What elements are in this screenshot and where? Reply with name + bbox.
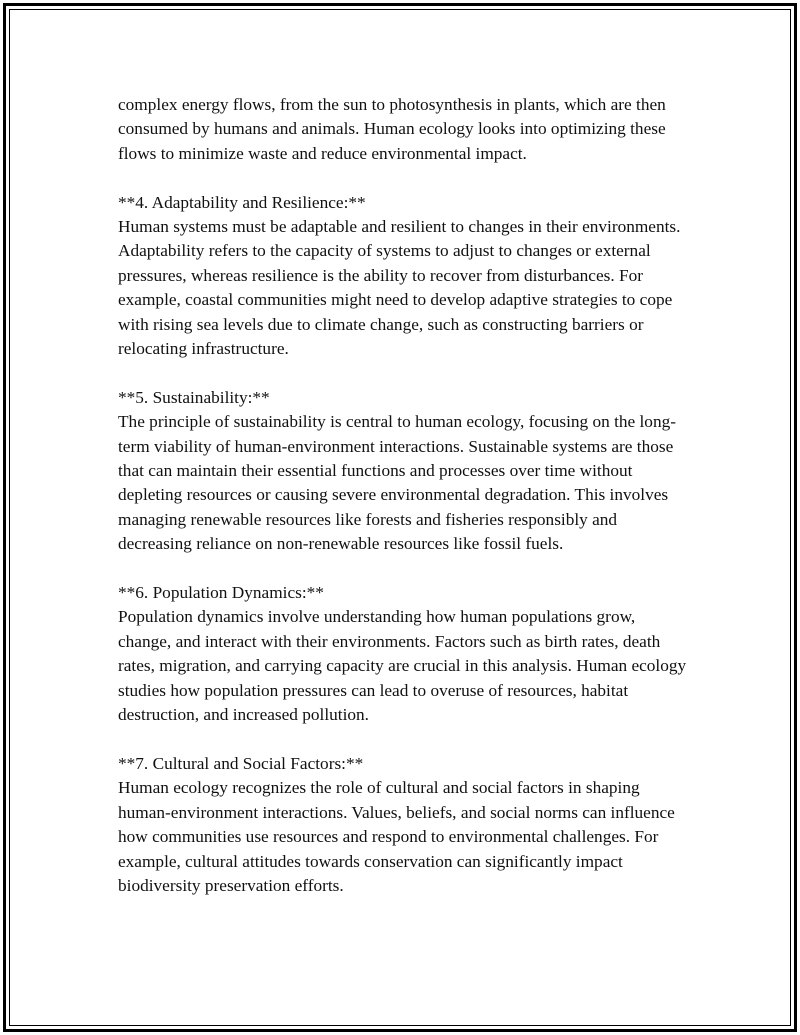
section-cultural-social <box>118 752 688 898</box>
section-body: Human systems must be adaptable and resilient to changes in their environments. Adaptability refers to the capacity of systems to adjust to changes or external pressures, whereas resilience is the ability to recover from disturbances. For example, coastal communities might need to develop adaptive strategies to cope with rising sea levels due to climate change, such as constructing barriers or relocating infrastructure. <box>118 217 681 359</box>
section-body: Human ecology recognizes the role of cultural and social factors in shaping human-environment interactions. Values, beliefs, and social norms can influence how communities use resources and respond to environmental challenges. For example, cultural attitudes towards conservation can significantly impact biodiversity preservation efforts. <box>118 778 675 895</box>
section-sustainability <box>118 386 688 557</box>
intro-paragraph: complex energy flows, from the sun to photosynthesis in plants, which are then consumed by humans and animals. Human ecology looks into optimizing these flows to minimize waste and reduce environmental impact. <box>118 95 666 163</box>
section-adaptability <box>118 191 688 362</box>
section-body: The principle of sustainability is central to human ecology, focusing on the long-term viability of human-environment interactions. Sustainable systems are those that can maintain their essential functions and processes over time without depleting resources or causing severe environmental degradation. This involves managing renewable resources like forests and fisheries responsibly and decreasing reliance on non-renewable resources like fossil fuels. <box>118 412 676 554</box>
section-body: Population dynamics involve understanding how human populations grow, change, and interact with their environments. Factors such as birth rates, death rates, migration, and carrying capacity are crucial in this analysis. Human ecology studies how population pressures can lead to overuse of resources, habitat destruction, and increased pollution. <box>118 607 687 725</box>
document-body <box>118 93 688 923</box>
section-heading: **7. Cultural and Social Factors:** <box>118 753 364 773</box>
section-heading: **6. Population Dynamics:** <box>118 583 324 603</box>
section-heading: **4. Adaptability and Resilience:** <box>118 192 366 212</box>
section-population-dynamics <box>118 581 688 727</box>
section-heading: **5. Sustainability:** <box>118 387 270 407</box>
